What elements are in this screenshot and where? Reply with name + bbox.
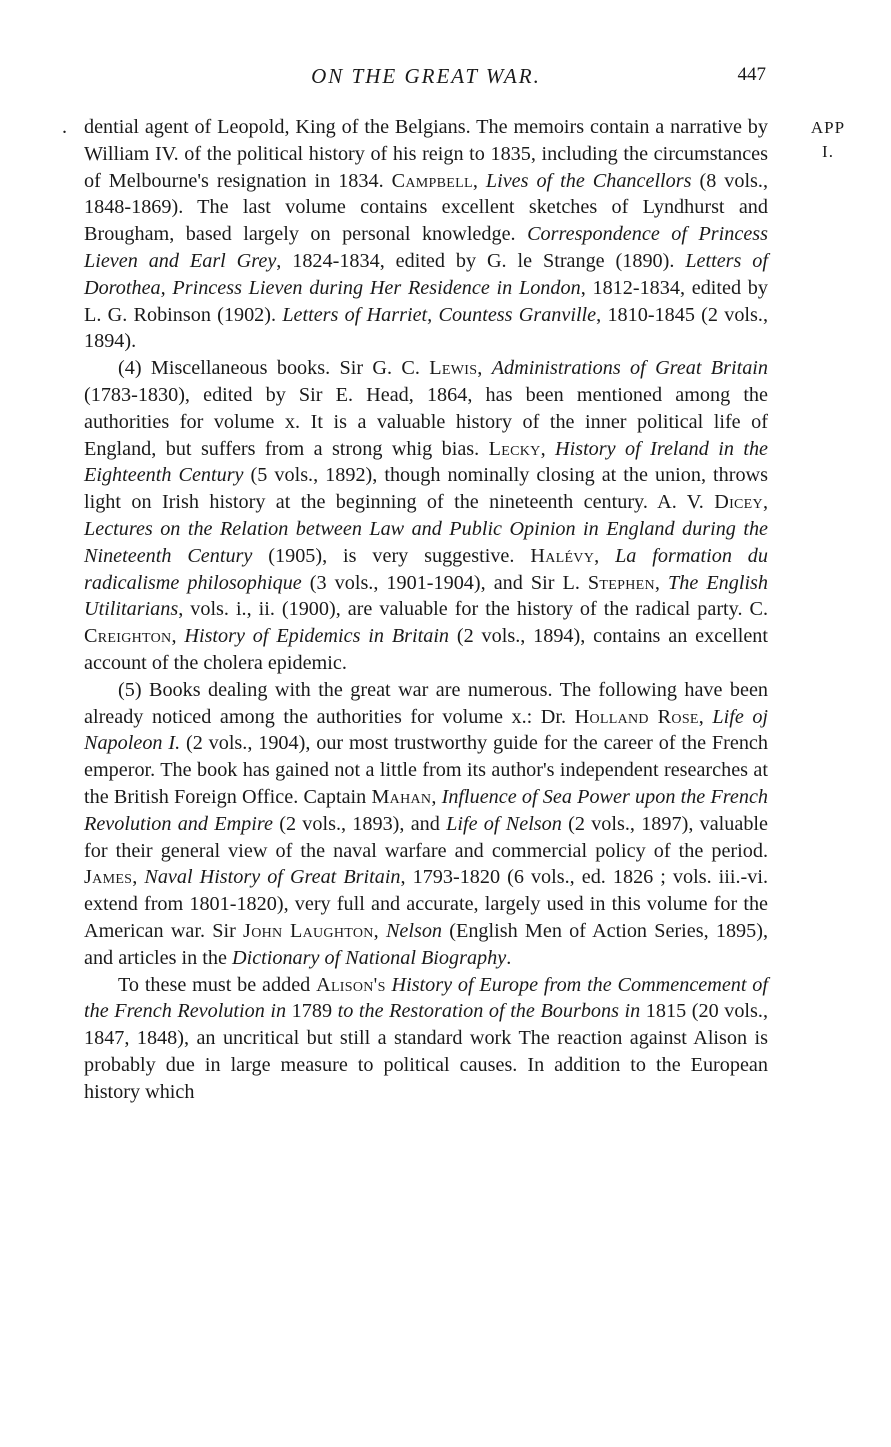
text-run: (4) Miscellaneous books. Sir G. C.	[118, 357, 430, 380]
book-title: Nelson	[385, 919, 443, 942]
text-run: (8 vols., 1848-1869). The last volume contains excellent sketches of Lyndhurst and Brougham, based largely on personal knowledge.	[84, 169, 769, 246]
text-run: (2 vols., 1894), contains an excellent account of the cholera epidemic.	[84, 625, 769, 674]
book-title: Influence of Sea Power upon the French Revolution and Empire	[84, 785, 769, 835]
book-title: Lectures on the Relation between Law and Public Opinion in England during the Nineteenth Century	[84, 517, 768, 567]
text-run: (1905), is very suggestive.	[252, 544, 531, 567]
text-run: ,	[171, 625, 185, 648]
text-run: ,	[594, 544, 616, 567]
text-run: (2 vols., 1904), our most trustworthy guide for the career of the French emperor. The book has gained not a little from its author's independent researches at the British Foreign Office. Captain	[84, 732, 768, 808]
author-name: Mahan	[371, 785, 432, 808]
text-run: (3 vols., 1901-1904), and Sir L.	[301, 571, 588, 594]
text-run: ,	[654, 571, 668, 594]
text-run: ,	[373, 919, 386, 942]
author-name: Alison's	[316, 973, 386, 996]
text-run: To these must be added	[118, 973, 317, 996]
page-number: 447	[737, 64, 766, 85]
text-run: , vols. i., ii. (1900), are valuable for the history of the radical party. C.	[178, 598, 768, 621]
text-run: (5 vols., 1892), though nominally closing at the union, throws light on Irish history at the beginning of the nineteenth century. A. V.	[84, 464, 768, 514]
author-name: Lecky	[488, 437, 541, 460]
appendix-margin-label	[802, 116, 854, 164]
appendix-label: APP	[810, 118, 846, 137]
author-name: Halévy	[530, 544, 595, 567]
body-text	[62, 114, 769, 1105]
author-name: Holland Rose	[574, 705, 699, 728]
author-name: Lewis	[429, 357, 478, 380]
book-title: to the Restoration of the Bourbons in	[337, 1000, 641, 1023]
running-title: ON THE GREAT WAR.	[311, 64, 541, 88]
text-run: , 1812-1834, edited by L. G. Robinson (1902).	[84, 276, 768, 326]
text-run: ,	[132, 866, 145, 889]
book-title: Lives of the Chancellors	[485, 169, 692, 192]
text-run: 1789	[286, 1000, 338, 1023]
lead-mark: .	[62, 116, 68, 138]
text-run: ,	[540, 437, 556, 460]
text-run: ,	[698, 705, 713, 728]
book-title: Correspondence of Princess Lieven and Earl Grey	[84, 223, 768, 272]
text-run: ,	[762, 491, 768, 514]
text-run: .	[506, 946, 512, 969]
author-name: Creighton	[84, 625, 172, 648]
text-run: ,	[431, 785, 442, 808]
book-title: Life of Nelson	[446, 812, 562, 835]
paragraph-3	[84, 677, 768, 972]
text-run: 1815 (20 vols., 1847, 1848), an uncritical but still a standard work The reaction against Alison is probably due in large measure to political causes. In addition to the European history which	[84, 1000, 768, 1103]
book-title: La formation du radicalisme philosophique	[84, 544, 768, 594]
text-run: (1783-1830), edited by Sir E. Head, 1864, has been mentioned among the authorities for volume x. It is a valuable history of the inner political life of England, but suffers from a strong whig bias.	[84, 383, 768, 460]
text-run: dential agent of Leopold, King of the Belgians. The memoirs contain a narrative by William IV. of the political history of his reign to 1835, including the circumstances of Melbourne's resignation in 1834.	[84, 116, 768, 192]
book-title: Life oj Napoleon I.	[84, 705, 769, 755]
book-title: History of Epidemics in Britain	[184, 625, 450, 648]
book-title: Letters of Dorothea, Princess Lieven during Her Residence in London	[84, 249, 768, 299]
running-head	[84, 64, 768, 94]
author-name: John Laughton	[243, 919, 374, 942]
text-run: (5) Books dealing with the great war are numerous. The following have been already noticed among the authorities for volume x.: Dr.	[84, 678, 768, 728]
paragraph-2	[84, 355, 768, 677]
text-run: , 1793-1820 (6 vols., ed. 1826 ; vols. iii.-vi. extend from 1801-1820), very full and accurate, largely used in this volume for the American war. Sir	[84, 866, 769, 942]
book-title: Letters of Harriet, Countess Granville	[282, 303, 597, 326]
author-name: Dicey	[714, 491, 763, 514]
author-name: Stephen	[587, 571, 655, 594]
text-run: , 1810-1845 (2 vols., 1894).	[84, 303, 768, 353]
paragraph-1	[62, 114, 769, 355]
book-title: The English Utilitarians	[84, 571, 769, 621]
book-title: Naval History of Great Britain	[144, 866, 401, 889]
text-run: (2 vols., 1893), and	[272, 812, 447, 835]
text-run: ,	[477, 357, 492, 380]
book-title: Dictionary of National Biography	[232, 946, 507, 969]
author-name: James	[84, 866, 133, 889]
book-title: History of Ireland in the Eighteenth Century	[84, 437, 768, 487]
text-run: , 1824-1834, edited by G. le Strange (1890).	[276, 249, 686, 272]
author-name: Campbell	[391, 169, 473, 192]
appendix-number: I.	[822, 142, 834, 161]
text-run: (2 vols., 1897), valuable for their general view of the naval warfare and commercial policy of the period.	[84, 812, 769, 862]
text-run: ,	[472, 169, 486, 192]
paragraph-4	[84, 972, 768, 1106]
book-title: History of Europe from the Commencement of the French Revolution in	[84, 973, 768, 1023]
text-run: (English Men of Action Series, 1895), and articles in the	[84, 919, 769, 969]
book-title: Administrations of Great Britain	[491, 357, 769, 380]
